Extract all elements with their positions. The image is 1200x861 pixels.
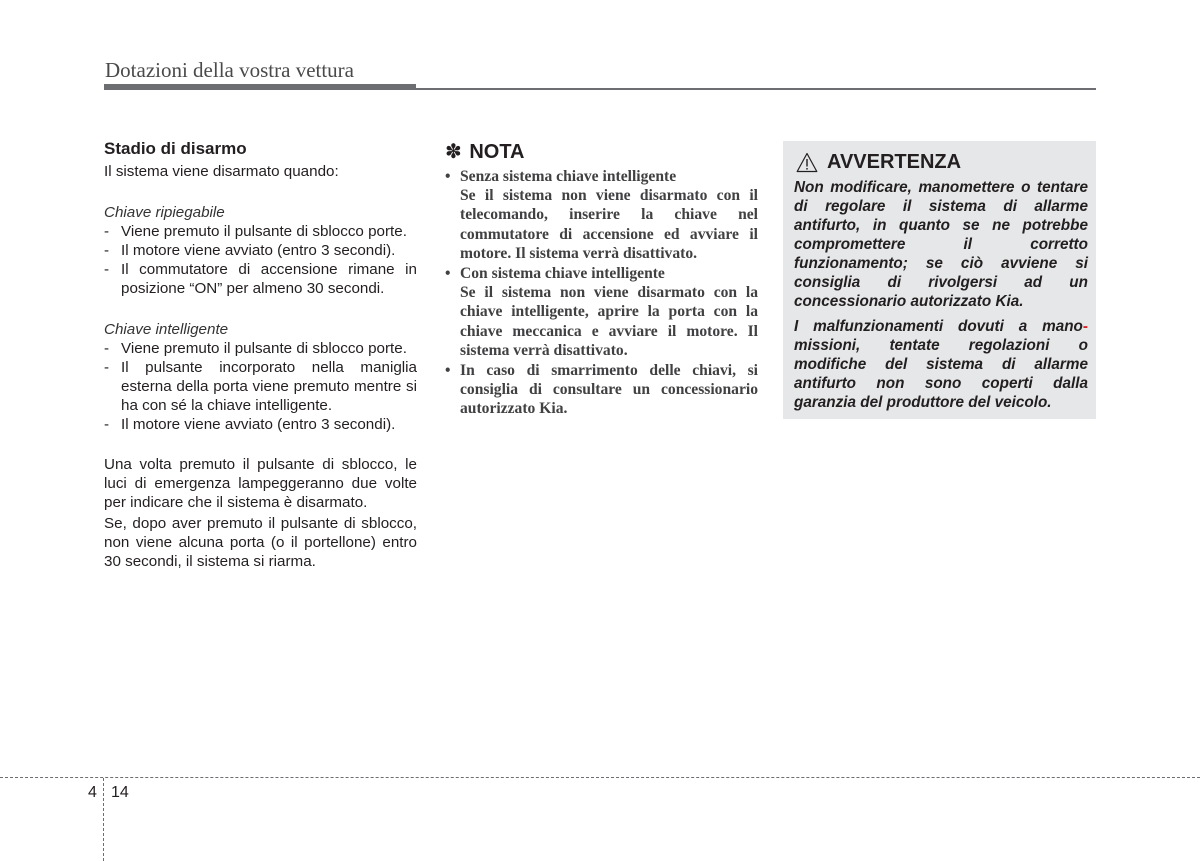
nota-item-heading: • Senza sistema chiave intelligente [460,168,677,185]
warning-title: AVVERTENZA [827,151,962,173]
paragraph-rearm: Se, dopo aver premuto il pulsante di sblocco, non viene alcuna porta (o il portellone) entro 30 secondi, il sistema si riarma. [104,515,417,570]
intro-text: Il sistema viene disarmato quando: [104,163,339,180]
nota-title: NOTA [469,141,525,163]
warning-heading [796,151,961,174]
nota-column [445,139,758,420]
nota-item [445,361,758,419]
nota-item [445,264,758,360]
nota-heading [445,139,758,164]
list-item: - Il motore viene avviato (entro 3 secondi). [104,241,417,260]
warning-paragraph: Non modificare, manomettere o tentare di regolare il sistema di allarme antifurto, in quanto se ne potrebbe compromettere il corretto funzionamento; se ciò avviene si consiglia di rivolgersi ad un concessionario autorizzato Kia. [794,179,1088,310]
warning-text [794,178,1088,418]
asterisk-icon: ✽ [445,141,462,163]
warning-box [783,141,1096,419]
footer-dashed-rule [0,777,1200,778]
nota-item-body: Se il sistema non viene disarmato con il telecomando, inserire la chiave nel commutatore di accensione ed avviare il motore. Il sistema verrà disattivato. [460,187,758,262]
page-number: 14 [111,784,129,801]
list-item: - Il pulsante incorporato nella maniglia esterna della porta viene premuto mentre si ha con sé la chiave intelligente. [104,358,417,415]
chapter-number: 4 [88,784,97,801]
warning-triangle-icon [796,152,818,173]
subsection-title-smart-key: Chiave intelligente [104,321,229,338]
nota-item [445,167,758,263]
left-column [104,139,417,571]
nota-item-body: • In caso di smarrimento delle chiavi, si consiglia di consultare un concessionario autorizzato Kia. [460,362,758,418]
warning-text-fragment: missioni, tentate regolazioni o modifiche del sistema di allarme antifurto non sono coperti dalla garanzia del produttore del veicolo. [794,337,1088,411]
subsection-title-folding-key: Chiave ripiegabile [104,204,225,221]
paragraph-hazard-lights: Una volta premuto il pulsante di sblocco, le luci di emergenza lampeggeranno due volte per indicare che il sistema è disarmato. [104,456,417,511]
page-header-title: Dotazioni della vostra vettura [105,58,354,82]
list-item: - Viene premuto il pulsante di sblocco porte. [104,339,417,358]
header-rule-thick [104,84,416,90]
list-item: - Viene premuto il pulsante di sblocco porte. [104,222,417,241]
warning-paragraph [794,317,1088,412]
header-rule-thin [416,88,1096,90]
folding-key-list [104,222,417,298]
footer-vertical-divider [103,778,104,861]
nota-item-body: Se il sistema non viene disarmato con la chiave intelligente, aprire la porta con la chiave meccanica e avviare il motore. Il sistema verrà disattivato. [460,284,758,359]
list-item: - Il motore viene avviato (entro 3 secondi). [104,415,417,434]
smart-key-list [104,339,417,434]
list-item: - Il commutatore di accensione rimane in posizione “ON” per almeno 30 secondi. [104,260,417,298]
hyphen-mark: - [1082,318,1088,335]
section-title: Stadio di disarmo [104,139,247,158]
nota-list [445,167,758,419]
warning-text-fragment: I malfunzionamenti dovuti a mano [794,318,1083,335]
nota-item-heading: • Con sistema chiave intelligente [460,265,665,283]
